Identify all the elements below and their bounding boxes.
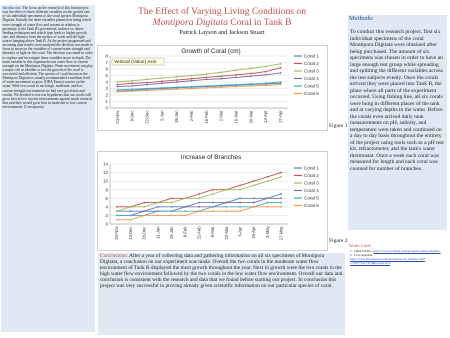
x-tick-label: 19-Jan — [174, 110, 180, 124]
data-point — [280, 81, 282, 83]
data-point — [265, 84, 267, 86]
introduction-heading: Introduction: — [2, 6, 22, 10]
legend-label: Coral 3 — [304, 68, 319, 74]
data-point — [161, 87, 163, 89]
conclusions-body: After a year of collecting data and gathering information on all six specimens of Montipora Digitata, a conclusion on our experiment was made. Overall the two corals in the moderate water flow environment of Tank B displayed the most growth throughout the year. Next in growth were the two corals in the high water flow environment followed by the two corals in the low water flow environment. Overall our data and conclusion is consistent with the research and data that we found before starting our project. In conclusion this project was very successful in proving already given scientific information on our particular species of coral. — [100, 253, 343, 289]
legend-label: Coral 1 — [304, 165, 319, 171]
legend-label: Coral 4 — [304, 188, 319, 194]
title-line-2: Coral in Tank B — [227, 17, 292, 28]
data-point — [161, 89, 163, 91]
data-point — [225, 210, 227, 212]
conclusions-panel — [98, 253, 345, 335]
x-tick-label: 16-Mar — [233, 110, 239, 124]
x-tick-label: 22-Dec — [144, 110, 150, 124]
data-point — [171, 215, 173, 217]
y-tick-label: 8 — [105, 53, 108, 59]
data-point — [131, 88, 133, 90]
conclusions-text — [100, 254, 343, 290]
works-cited-panel — [348, 243, 447, 289]
x-tick-label: 2-Feb — [188, 110, 194, 122]
legend-label: Coral 6 — [304, 203, 319, 209]
data-point — [239, 210, 241, 212]
data-point — [131, 82, 133, 84]
data-point — [239, 185, 241, 187]
data-point — [267, 197, 269, 199]
data-point — [146, 88, 148, 90]
citation-1: 1. ORA Farms - http://www.orafarm.com/product/orange-digitata/ — [350, 249, 441, 253]
x-tick-label: 13-Apr — [263, 110, 269, 123]
data-point — [267, 180, 269, 182]
data-point — [146, 90, 148, 92]
data-point — [198, 202, 200, 204]
data-point — [235, 86, 237, 88]
data-point — [253, 202, 255, 204]
data-point — [239, 206, 241, 208]
data-point — [161, 77, 163, 79]
data-point — [131, 85, 133, 87]
title-line-1: The Effect of Varying Living Conditions on — [137, 6, 307, 17]
x-tick-label: 22-Mar — [223, 226, 229, 240]
data-point — [206, 79, 208, 81]
citation-1-link[interactable]: http://www.orafarm.com/product/orange-digitata/ — [373, 249, 441, 253]
data-point — [250, 67, 252, 69]
data-point — [176, 86, 178, 88]
data-point — [206, 87, 208, 89]
data-point — [220, 75, 222, 77]
works-cited-heading: Works Cited: — [349, 243, 372, 248]
series-line — [117, 203, 281, 216]
data-point — [146, 82, 148, 84]
data-point — [184, 210, 186, 212]
data-point — [212, 193, 214, 195]
citation-2: 2. Live Aquaria- http://www.liveaquaria.com/product/prod_display.cfm?c=597+322+475&pcatid=475 — [350, 253, 426, 265]
data-point — [265, 74, 267, 76]
data-point — [206, 77, 208, 79]
authors: Patrick Layson and Jackson Stuart — [179, 29, 265, 36]
data-point — [184, 206, 186, 208]
data-point — [280, 193, 282, 195]
legend-label: Coral 2 — [304, 173, 319, 179]
x-tick-label: 24-Nov — [114, 110, 120, 124]
x-tick-label: 22-Feb — [196, 226, 202, 240]
data-point — [239, 202, 241, 204]
data-point — [171, 210, 173, 212]
legend-label: Coral 5 — [304, 195, 319, 201]
introduction-text — [3, 6, 94, 109]
data-point — [265, 66, 267, 68]
data-point — [116, 206, 118, 208]
data-point — [130, 215, 132, 217]
data-point — [253, 206, 255, 208]
data-point — [250, 83, 252, 85]
data-point — [253, 185, 255, 187]
title-species: Montipora Digitata — [152, 17, 228, 28]
x-tick-label: 30-Mar — [248, 110, 254, 124]
series-line — [117, 85, 280, 92]
data-point — [225, 206, 227, 208]
data-point — [143, 215, 145, 217]
data-point — [280, 202, 282, 204]
data-point — [239, 197, 241, 199]
data-point — [220, 84, 222, 86]
figure-2-label: Figure 2 — [329, 238, 348, 244]
data-point — [157, 215, 159, 217]
chart-title: Increase of Branches — [180, 154, 242, 161]
data-point — [176, 76, 178, 78]
data-point — [117, 91, 119, 93]
data-point — [116, 219, 118, 221]
methods-panel — [348, 15, 447, 230]
series-line — [117, 207, 281, 220]
x-tick-label: 3-May — [264, 226, 270, 238]
data-point — [265, 82, 267, 84]
data-point — [130, 219, 132, 221]
data-point — [212, 189, 214, 191]
data-point — [117, 89, 119, 91]
data-point — [250, 75, 252, 77]
y-tick-label: 1 — [105, 99, 108, 105]
data-point — [220, 86, 222, 88]
x-tick-label: 25-Jan — [169, 226, 175, 240]
introduction-body: The focus on the research of this final project was the effect of three different variables on the growth rate of six individual specimens of the coral species Montipora Digitata. Initially the three variables planned on being tested were strength of water flow and current in relation to proximity to the Tank B's powerhead, indirect vs. direct feeding techniques and which type leads to higher growth rate, and distance from the surface of water and the light source hanging above Tank B. As the project progressed and incoming data results were analyzed the decision was made to focus in more on the variables of current/water strength and intensity of light on the coral. The decision was made in order to explore and investigate these variables more in depth. The main variable in this experiment was water flow or current strength on the Montipora Digitata. Water movement can play a major role in whether or not the growth of the coral is successful and efficient. The species of coral known as the Montipora Digitata is usually recommended a medium level of water movement to grow (ORA Farms) current on the water. With two corals in each high, moderate, and low current strength environment we had very good data and results. We decided to test our hypothesis that our corals will grow best in low current environments against much research that said they would grow best in moderate to low current environments. (Livesquaria) — [2, 6, 93, 109]
series-line — [117, 83, 280, 91]
x-tick-label: 17-May — [278, 226, 284, 241]
data-point — [206, 73, 208, 75]
axis-tooltip-text: Vertical (Value) Axis — [114, 60, 157, 65]
y-tick-label: 5 — [105, 73, 108, 79]
x-tick-label: 5-Jan — [159, 110, 165, 121]
conclusions-heading: Conclusions: — [100, 253, 128, 259]
data-point — [250, 85, 252, 87]
data-point — [225, 189, 227, 191]
data-point — [171, 197, 173, 199]
data-point — [267, 206, 269, 208]
data-point — [253, 180, 255, 182]
data-point — [157, 202, 159, 204]
data-point — [191, 80, 193, 82]
methods-body: To conduct this research project, first six individual specimens of the coral Montipora Digitata were obtained after being purchased. The amount of six specimens was chosen in order to have an large enough test group while spreading and splitting the different variables across the test subjects evenly. Once the corals arrived they were placed into Tank B, the place where all parts of the experiment occurred. Using fishing line, all six corals were hung in different places of the tank and at varying depths in the water. Before the corals even arrived daily tank measurements on pH, salinity, and temperature were taken and continued on a day to day basis throughout the entirety of the project using tools such as a pH test kit, refractometer, and the tank's water thermostat. Once a week each coral was measured for length and each coral was counted for number of branches. — [350, 29, 444, 172]
data-point — [267, 176, 269, 178]
y-tick-label: 6 — [105, 195, 108, 201]
x-tick-label: 2-Mar — [218, 110, 224, 122]
introduction-panel — [1, 5, 95, 332]
legend-label: Coral 6 — [304, 91, 319, 97]
y-tick-label: 2 — [105, 213, 108, 219]
x-tick-label: 11-Jan — [155, 226, 161, 239]
data-point — [280, 84, 282, 86]
legend-label: Coral 1 — [304, 53, 319, 59]
data-point — [235, 69, 237, 71]
legend-label: Coral 5 — [304, 83, 319, 89]
y-tick-label: 4 — [105, 204, 108, 210]
data-point — [171, 206, 173, 208]
y-tick-label: 0 — [105, 105, 108, 111]
y-tick-label: 4 — [105, 79, 108, 85]
data-point — [176, 88, 178, 90]
data-point — [280, 172, 282, 174]
legend-label: Coral 3 — [304, 180, 319, 186]
x-tick-label: 19-Apr — [251, 226, 257, 239]
data-point — [239, 189, 241, 191]
y-tick-label: 10 — [103, 178, 108, 184]
data-point — [198, 193, 200, 195]
branches-chart — [98, 152, 327, 250]
data-point — [235, 77, 237, 79]
data-point — [265, 71, 267, 73]
data-point — [146, 84, 148, 86]
citation-1-label: ORA Farms - — [354, 249, 373, 253]
y-tick-label: 6 — [105, 66, 108, 72]
data-point — [161, 82, 163, 84]
legend-label: Coral 2 — [304, 61, 319, 67]
data-point — [280, 72, 282, 74]
data-point — [220, 78, 222, 80]
data-point — [184, 197, 186, 199]
data-point — [267, 202, 269, 204]
x-tick-label: 16-Feb — [203, 110, 209, 124]
data-point — [191, 75, 193, 77]
branches-chart-frame — [97, 151, 328, 251]
data-point — [198, 210, 200, 212]
data-point — [212, 206, 214, 208]
data-point — [117, 86, 119, 88]
data-point — [212, 202, 214, 204]
x-tick-label: 14-Dec — [127, 226, 133, 240]
data-point — [280, 63, 282, 65]
data-point — [280, 206, 282, 208]
data-point — [280, 197, 282, 199]
data-point — [235, 84, 237, 86]
growth-chart — [98, 46, 327, 130]
data-point — [117, 81, 119, 83]
x-tick-label: 8-Dec — [129, 110, 135, 122]
x-tick-label: 8-Mar — [210, 226, 216, 238]
data-point — [143, 210, 145, 212]
y-tick-label: 7 — [105, 60, 108, 66]
y-tick-label: 2 — [105, 92, 108, 98]
x-tick-label: 5-Apr — [237, 226, 243, 237]
data-point — [191, 88, 193, 90]
x-tick-label: 8-Feb — [182, 226, 188, 238]
data-point — [198, 197, 200, 199]
data-point — [161, 80, 163, 82]
data-point — [131, 90, 133, 92]
data-point — [143, 202, 145, 204]
growth-chart-frame — [97, 45, 328, 131]
methods-heading: Methods: — [349, 15, 374, 22]
x-tick-label: 30-Nov — [114, 226, 120, 240]
data-point — [212, 210, 214, 212]
data-point — [131, 80, 133, 82]
data-point — [176, 79, 178, 81]
y-tick-label: 12 — [103, 170, 108, 176]
citation-2-link[interactable]: http://www.liveaquaria.com/product/prod_display.cfm?c=597+322+475&pcatid=475 — [350, 257, 426, 265]
data-point — [157, 210, 159, 212]
data-point — [146, 79, 148, 81]
data-point — [191, 86, 193, 88]
data-point — [117, 84, 119, 86]
data-point — [116, 215, 118, 217]
data-point — [143, 206, 145, 208]
data-point — [184, 215, 186, 217]
chart-title: Growth of Coral (cm) — [181, 48, 241, 55]
data-point — [250, 73, 252, 75]
data-point — [253, 197, 255, 199]
legend-label: Coral 4 — [304, 76, 319, 82]
data-point — [191, 78, 193, 80]
data-point — [130, 206, 132, 208]
x-tick-label: 27-Apr — [277, 110, 283, 123]
y-tick-label: 3 — [105, 86, 108, 92]
data-point — [280, 67, 282, 69]
data-point — [176, 81, 178, 83]
figure-1-label: Figure 1 — [329, 123, 348, 129]
y-tick-label: 8 — [105, 187, 108, 193]
data-point — [171, 202, 173, 204]
y-tick-label: 0 — [105, 221, 108, 227]
citation-2-label: Live Aquaria- — [354, 253, 374, 257]
data-point — [235, 74, 237, 76]
data-point — [280, 176, 282, 178]
data-point — [206, 85, 208, 87]
x-tick-label: 28-Dec — [141, 226, 147, 240]
data-point — [220, 71, 222, 73]
y-tick-label: 14 — [103, 161, 108, 167]
poster-title — [104, 6, 340, 28]
data-point — [157, 206, 159, 208]
data-point — [225, 202, 227, 204]
data-point — [198, 206, 200, 208]
data-point — [116, 210, 118, 212]
data-point — [130, 210, 132, 212]
